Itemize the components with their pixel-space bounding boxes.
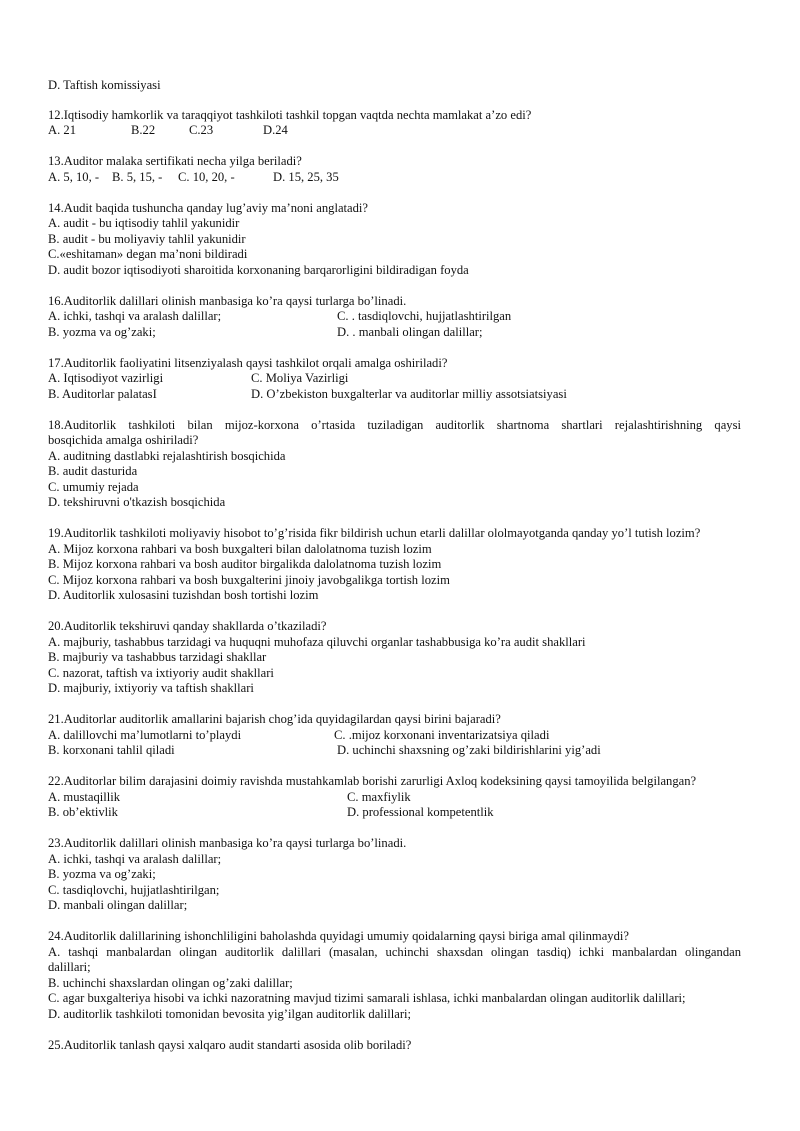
q22-option-c: C. maxfiylik: [347, 790, 411, 804]
q20-option-b: B. majburiy va tashabbus tarzidagi shakllar: [48, 650, 267, 664]
q18-option-c: C. umumiy rejada: [48, 480, 139, 494]
q24-option-a-line-2: dalillari;: [48, 960, 91, 974]
q22-option-d: D. professional kompetentlik: [347, 805, 494, 819]
q13-option-d: D. 15, 25, 35: [273, 170, 339, 184]
q23-option-b: B. yozma va og’zaki;: [48, 867, 156, 881]
q14-option-c: C.«eshitaman» degan ma’noni bildiradi: [48, 247, 248, 261]
q12-question: 12.Iqtisodiy hamkorlik va taraqqiyot tashkiloti tashkil topgan vaqtda nechta mamlakat a’zo edi?: [48, 108, 532, 122]
q17-question: 17.Auditorlik faoliyatini litsenziyalash qaysi tashkilot orqali amalga oshiriladi?: [48, 356, 448, 370]
q17-option-a: A. Iqtisodiyot vazirligi: [48, 371, 164, 385]
q19-option-b: B. Mijoz korxona rahbari va bosh auditor birgalikda dalolatnoma tuzish lozim: [48, 557, 442, 571]
q19-option-a: A. Mijoz korxona rahbari va bosh buxgalteri bilan dalolatnoma tuzish lozim: [48, 542, 432, 556]
q18-option-a: A. auditning dastlabki rejalashtirish bosqichida: [48, 449, 286, 463]
q13-option-a: A. 5, 10, -: [48, 170, 100, 184]
q23-option-a: A. ichki, tashqi va aralash dalillar;: [48, 852, 222, 866]
q13-option-b: B. 5, 15, -: [112, 170, 163, 184]
q24-option-a-line-1: A. tashqi manbalardan olingan auditorlik dalillari (masalan, uchinchi shaxsdan olingan tasdiq) ichki manbalardan olingandan: [48, 945, 741, 959]
q14-option-a: A. audit - bu iqtisodiy tahlil yakunidir: [48, 216, 240, 230]
q12-option-a: A. 21: [48, 123, 76, 137]
q18-option-b: B. audit dasturida: [48, 464, 138, 478]
q18-question-line-1: 18.Auditorlik tashkiloti bilan mijoz-korxona o’rtasida tuziladigan auditorlik shartnoma shartlari rejalashtirishning qaysi: [48, 418, 741, 432]
q20-option-c: C. nazorat, taftish va ixtiyoriy audit shakllari: [48, 666, 274, 680]
q22-question: 22.Auditorlar bilim darajasini doimiy ravishda mustahkamlab borishi zarurligi Axloq kodeksining qaysi tamoyilida belgilangan?: [48, 774, 697, 788]
q16-option-a: A. ichki, tashqi va aralash dalillar;: [48, 309, 222, 323]
q23-question: 23.Auditorlik dalillari olinish manbasiga ko’ra qaysi turlarga bo’linadi.: [48, 836, 407, 850]
q20-option-d: D. majburiy, ixtiyoriy va taftish shakllari: [48, 681, 254, 695]
q18-option-d: D. tekshiruvni o'tkazish bosqichida: [48, 495, 226, 509]
q24-option-c: C. agar buxgalteriya hisobi va ichki nazoratning mavjud tizimi samarali ishlasa, ichki manbalardan olingan auditorlik dalillari;: [48, 991, 686, 1005]
q24-option-b: B. uchinchi shaxslardan olingan og’zaki dalillar;: [48, 976, 293, 990]
q22-option-b: B. ob’ektivlik: [48, 805, 118, 819]
q11-option-d: D. Taftish komissiyasi: [48, 78, 161, 92]
q23-option-d: D. manbali olingan dalillar;: [48, 898, 188, 912]
q18-question-line-2: bosqichida amalga oshiriladi?: [48, 433, 199, 447]
q19-question: 19.Auditorlik tashkiloti moliyaviy hisobot to’g’risida fikr bildirish uchun etarli dalillar ololmayotganda qanday yo’l tutish lozim?: [48, 526, 701, 540]
q14-option-b: B. audit - bu moliyaviy tahlil yakunidir: [48, 232, 246, 246]
q16-option-b: B. yozma va og’zaki;: [48, 325, 156, 339]
q16-question: 16.Auditorlik dalillari olinish manbasiga ko’ra qaysi turlarga bo’linadi.: [48, 294, 407, 308]
q14-option-d: D. audit bozor iqtisodiyoti sharoitida korxonaning barqarorligini bildiradigan foyda: [48, 263, 469, 277]
q20-question: 20.Auditorlik tekshiruvi qanday shakllarda o’tkaziladi?: [48, 619, 327, 633]
q16-option-d: D. . manbali olingan dalillar;: [337, 325, 483, 339]
q13-question: 13.Auditor malaka sertifikati necha yilga beriladi?: [48, 154, 302, 168]
q17-option-d: D. O’zbekiston buxgalterlar va auditorlar milliy assotsiatsiyasi: [251, 387, 567, 401]
q25-question: 25.Auditorlik tanlash qaysi xalqaro audit standarti asosida olib boriladi?: [48, 1038, 412, 1052]
q12-option-c: C.23: [189, 123, 214, 137]
q21-option-a: A. dalillovchi ma’lumotlarni to’playdi: [48, 728, 242, 742]
q14-question: 14.Audit baqida tushuncha qanday lug’aviy ma’noni anglatadi?: [48, 201, 369, 215]
q24-question: 24.Auditorlik dalillarining ishonchliligini baholashda quyidagi umumiy qoidalarning qaysi biriga amal qilinmaydi?: [48, 929, 629, 943]
q21-question: 21.Auditorlar auditorlik amallarini bajarish chog’ida quyidagilardan qaysi birini bajaradi?: [48, 712, 501, 726]
q23-option-c: C. tasdiqlovchi, hujjatlashtirilgan;: [48, 883, 220, 897]
q19-option-d: D. Auditorlik xulosasini tuzishdan bosh tortishi lozim: [48, 588, 319, 602]
q19-option-c: C. Mijoz korxona rahbari va bosh buxgalterini jinoiy javobgalikga tortish lozim: [48, 573, 450, 587]
q17-option-b: B. Auditorlar palatasI: [48, 387, 157, 401]
q17-option-c: C. Moliya Vazirligi: [251, 371, 349, 385]
q22-option-a: A. mustaqillik: [48, 790, 121, 804]
q20-option-a: A. majburiy, tashabbus tarzidagi va huquqni muhofaza qiluvchi organlar tashabbusiga ko’ra audit shakllari: [48, 635, 586, 649]
q12-option-b: B.22: [131, 123, 156, 137]
q12-option-d: D.24: [263, 123, 288, 137]
q21-option-b: B. korxonani tahlil qiladi: [48, 743, 175, 757]
q13-option-c: C. 10, 20, -: [178, 170, 235, 184]
q21-option-d: D. uchinchi shaxsning og’zaki bildirishlarini yig’adi: [337, 743, 601, 757]
q21-option-c: C. .mijoz korxonani inventarizatsiya qiladi: [334, 728, 550, 742]
q24-option-d: D. auditorlik tashkiloti tomonidan bevosita yig’ilgan auditorlik dalillari;: [48, 1007, 412, 1021]
q16-option-c: C. . tasdiqlovchi, hujjatlashtirilgan: [337, 309, 512, 323]
